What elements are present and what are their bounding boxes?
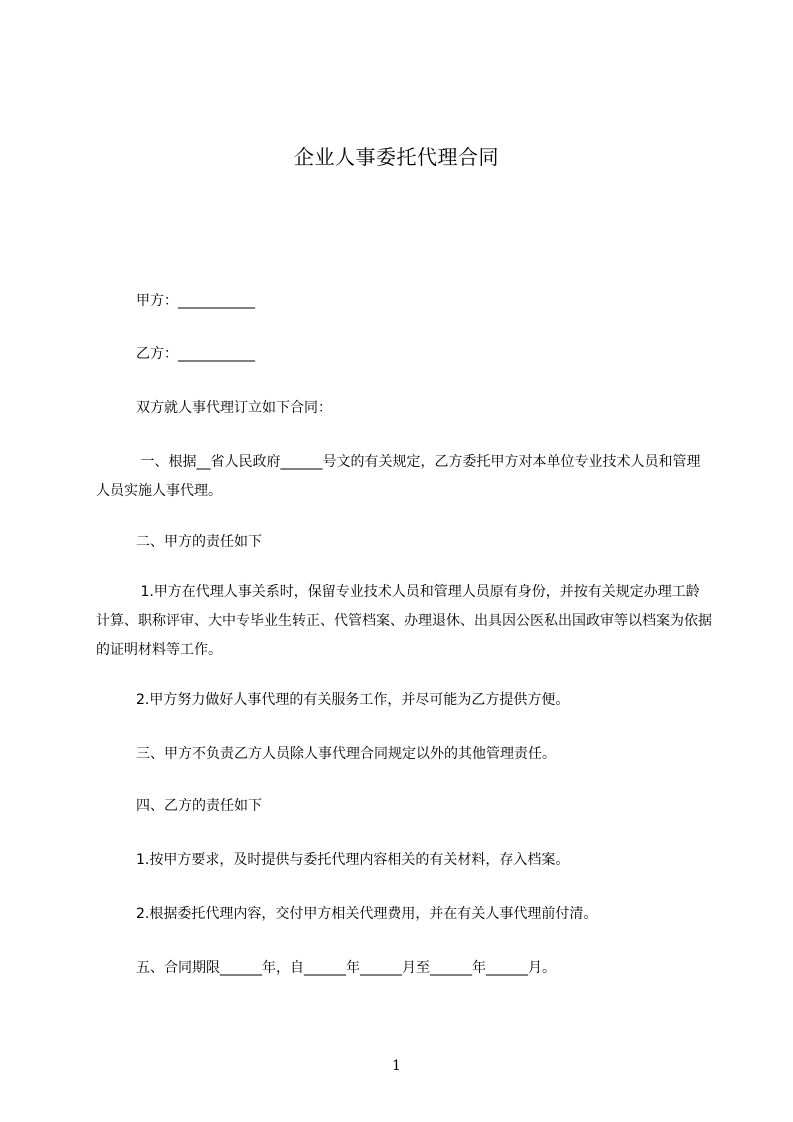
clause-3: 三、甲方不负责乙方人员除人事代理合同规定以外的其他管理责任。 [136, 746, 556, 762]
clause-2-item-2: 2.甲方努力做好人事代理的有关服务工作，并尽可能为乙方提供方便。 [136, 692, 570, 708]
document-title: 企业人事委托代理合同 [294, 145, 499, 169]
clause-4-heading: 四、乙方的责任如下 [136, 798, 262, 814]
clause-2-item-1: 1.甲方在代理人事关系时，保留专业技术人员和管理人员原有身份，并按有关规定办理工龄计算、职称评审、大中专毕业生转正、代管档案、办理退休、出具因公医私出国政审等以档案为依据的证明材料等工作。 [96, 584, 712, 658]
party-a-line: 甲方：___________ [136, 293, 255, 309]
clause-1: 一、根据__省人民政府______号文的有关规定，乙方委托甲方对本单位专业技术人员和管理人员实施人事代理。 [96, 454, 701, 499]
clause-5: 五、合同期限______年，自______年______月至______年______月。 [136, 960, 556, 976]
party-b-line: 乙方：___________ [136, 346, 255, 362]
page-number: 1 [392, 1058, 401, 1074]
clause-4-item-2: 2.根据委托代理内容，交付甲方相关代理费用，并在有关人事代理前付清。 [136, 906, 598, 922]
clause-4-item-1: 1.按甲方要求，及时提供与委托代理内容相关的有关材料，存入档案。 [136, 852, 570, 868]
clause-2-heading: 二、甲方的责任如下 [136, 534, 262, 550]
contract-intro: 双方就人事代理订立如下合同： [136, 400, 332, 416]
